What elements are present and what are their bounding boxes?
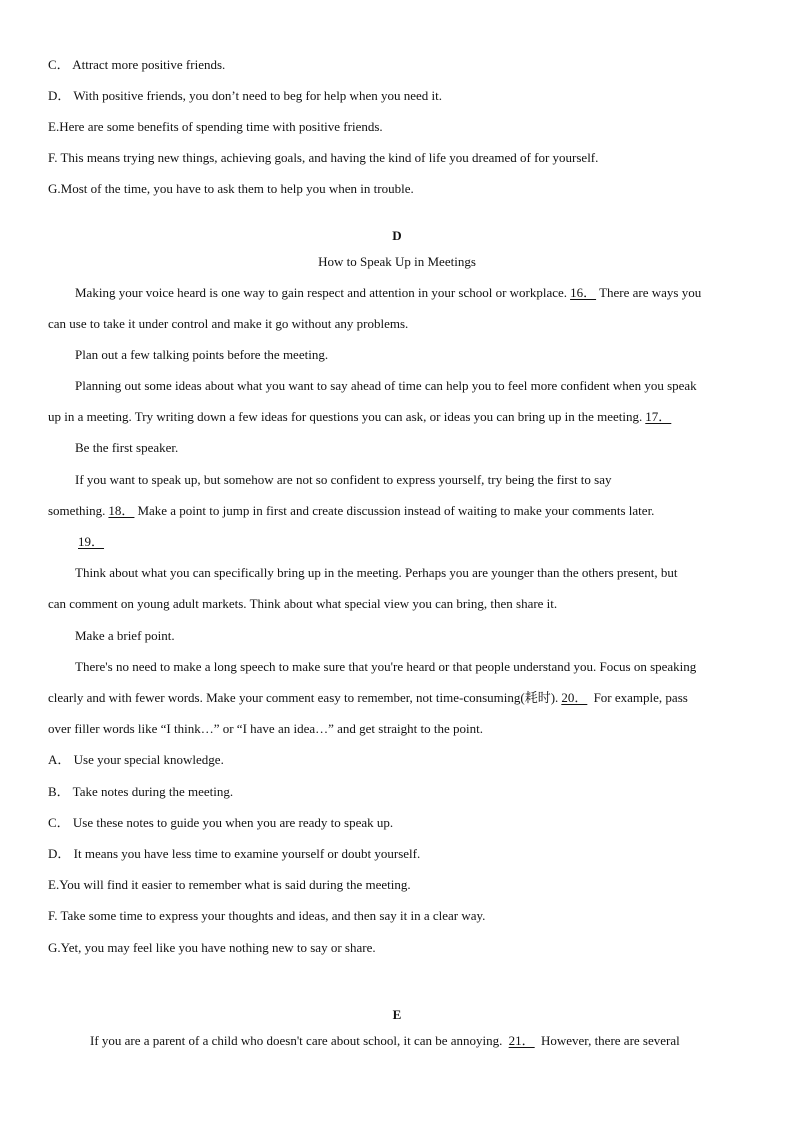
option-c: C． Use these notes to guide you when you are ready to speak up. (48, 815, 394, 830)
blank-18: 18． (108, 503, 135, 518)
paragraph-line: Think about what you can specifically bring up in the meeting. Perhaps you are younger than the others present, but (75, 565, 678, 580)
paragraph-text: Making your voice heard is one way to gain respect and attention in your school or workplace. (75, 285, 568, 300)
paragraph-line (90, 1032, 748, 1050)
paragraph-text: clearly and with fewer words. Make your comment easy to remember, not time-consuming(耗时). (48, 690, 559, 705)
blank-19: 19． (78, 534, 105, 549)
paragraph-line (48, 408, 748, 426)
paragraph-line (75, 284, 748, 302)
subheading: Be the first speaker. (75, 440, 179, 455)
section-letter-e: E (392, 1007, 402, 1022)
option-f: F. This means trying new things, achieving goals, and having the kind of life you dreamed of for yourself. (48, 150, 599, 165)
paragraph-line (48, 689, 748, 707)
paragraph-text: If you are a parent of a child who doesn't care about school, it can be annoying. (90, 1033, 503, 1048)
option-c: C． Attract more positive friends. (48, 57, 226, 72)
paragraph-line: Planning out some ideas about what you want to say ahead of time can help you to feel more confident when you speak (75, 378, 697, 393)
option-e: E.You will find it easier to remember what is said during the meeting. (48, 877, 411, 892)
option-e: E.Here are some benefits of spending time with positive friends. (48, 119, 383, 134)
blank-16: 16． (570, 285, 597, 300)
paragraph-text: For example, pass (593, 690, 688, 705)
paragraph-line: There's no need to make a long speech to make sure that you're heard or that people understand you. Focus on speaking (75, 659, 697, 674)
blank-21: 21． (508, 1033, 535, 1048)
option-f: F. Take some time to express your thoughts and ideas, and then say it in a clear way. (48, 908, 486, 923)
option-g: G.Most of the time, you have to ask them to help you when in trouble. (48, 181, 414, 196)
paragraph-line: can comment on young adult markets. Think about what special view you can bring, then share it. (48, 596, 558, 611)
paragraph-line (75, 533, 748, 551)
section-letter-d: D (392, 228, 402, 243)
option-a: A． Use your special knowledge. (48, 752, 224, 767)
option-d: D． With positive friends, you don’t need to beg for help when you need it. (48, 88, 442, 103)
paragraph-line: over filler words like “I think…” or “I have an idea…” and get straight to the point. (48, 721, 483, 736)
subheading: Make a brief point. (75, 628, 175, 643)
paragraph-text: There are ways you (599, 285, 702, 300)
option-b: B． Take notes during the meeting. (48, 784, 234, 799)
paragraph-line: can use to take it under control and make it go without any problems. (48, 316, 409, 331)
paragraph-text: something. (48, 503, 106, 518)
option-g: G.Yet, you may feel like you have nothing new to say or share. (48, 940, 376, 955)
subheading: Plan out a few talking points before the meeting. (75, 347, 329, 362)
option-d: D． It means you have less time to examine yourself or doubt yourself. (48, 846, 421, 861)
blank-20: 20． (561, 690, 588, 705)
blank-17: 17． (645, 409, 672, 424)
passage-title: How to Speak Up in Meetings (318, 254, 476, 269)
paragraph-line: If you want to speak up, but somehow are not so confident to express yourself, try being the first to say (75, 472, 612, 487)
paragraph-text: up in a meeting. Try writing down a few ideas for questions you can ask, or ideas you can bring up in the meeting. (48, 409, 643, 424)
paragraph-text: Make a point to jump in first and create discussion instead of waiting to make your comments later. (137, 503, 655, 518)
paragraph-line (48, 502, 748, 520)
paragraph-text: However, there are several (540, 1033, 680, 1048)
